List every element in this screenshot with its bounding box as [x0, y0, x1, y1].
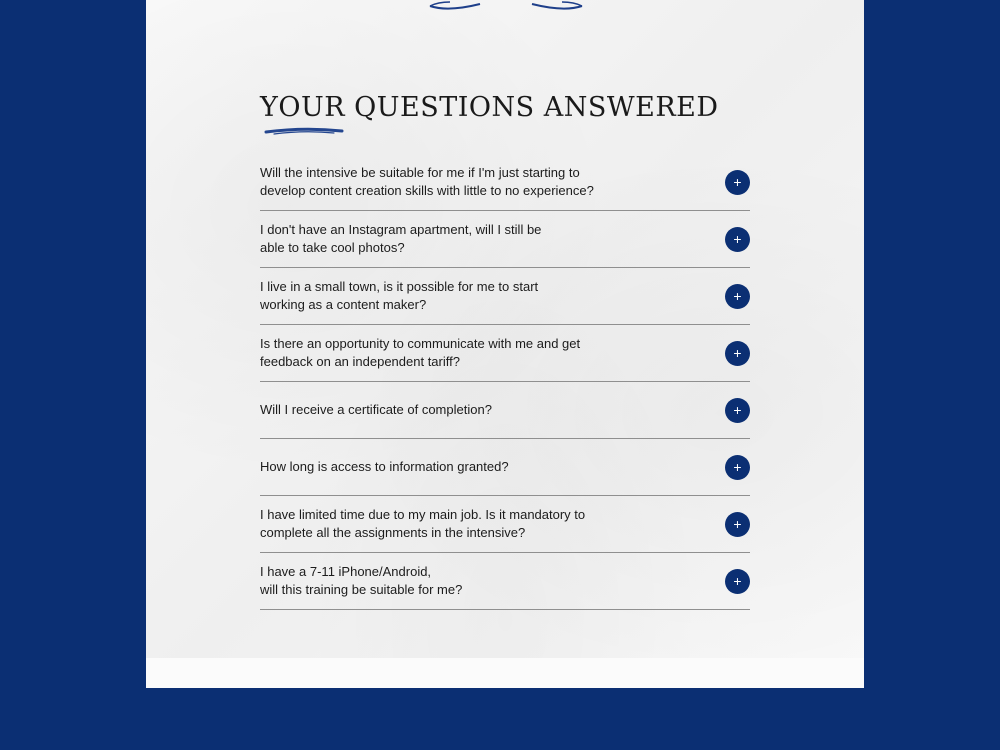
- plus-icon[interactable]: +: [725, 398, 750, 423]
- page-title: YOUR QUESTIONS ANSWERED: [260, 92, 719, 123]
- plus-icon[interactable]: +: [725, 227, 750, 252]
- plus-icon[interactable]: +: [725, 512, 750, 537]
- faq-item[interactable]: [260, 439, 750, 496]
- faq-question: Is there an opportunity to communicate with me and get feedback on an independent tariff?: [260, 336, 581, 369]
- plus-icon[interactable]: +: [725, 341, 750, 366]
- faq-list: [260, 154, 750, 610]
- card-footer-strip: [146, 658, 864, 688]
- faq-item[interactable]: [260, 325, 750, 382]
- title-underline-icon: [264, 126, 344, 136]
- decorative-flourish-icon: [428, 0, 584, 14]
- faq-item[interactable]: [260, 211, 750, 268]
- faq-question: I have limited time due to my main job. Is it mandatory to complete all the assignments in the intensive?: [260, 507, 586, 540]
- faq-item[interactable]: [260, 154, 750, 211]
- faq-item[interactable]: [260, 268, 750, 325]
- plus-icon[interactable]: +: [725, 569, 750, 594]
- plus-icon[interactable]: +: [725, 284, 750, 309]
- faq-item[interactable]: [260, 382, 750, 439]
- faq-item[interactable]: [260, 553, 750, 610]
- faq-item[interactable]: [260, 496, 750, 553]
- faq-question: I don't have an Instagram apartment, will I still be able to take cool photos?: [260, 222, 542, 255]
- faq-card: [146, 0, 864, 688]
- faq-question: Will I receive a certificate of completion?: [260, 402, 492, 417]
- faq-question: How long is access to information granted?: [260, 459, 509, 474]
- plus-icon[interactable]: +: [725, 170, 750, 195]
- faq-question: Will the intensive be suitable for me if I'm just starting to develop content creation skills with little to no experience?: [260, 165, 594, 198]
- plus-icon[interactable]: +: [725, 455, 750, 480]
- faq-question: I have a 7-11 iPhone/Android, will this training be suitable for me?: [260, 564, 463, 597]
- faq-question: I live in a small town, is it possible for me to start working as a content maker?: [260, 279, 539, 312]
